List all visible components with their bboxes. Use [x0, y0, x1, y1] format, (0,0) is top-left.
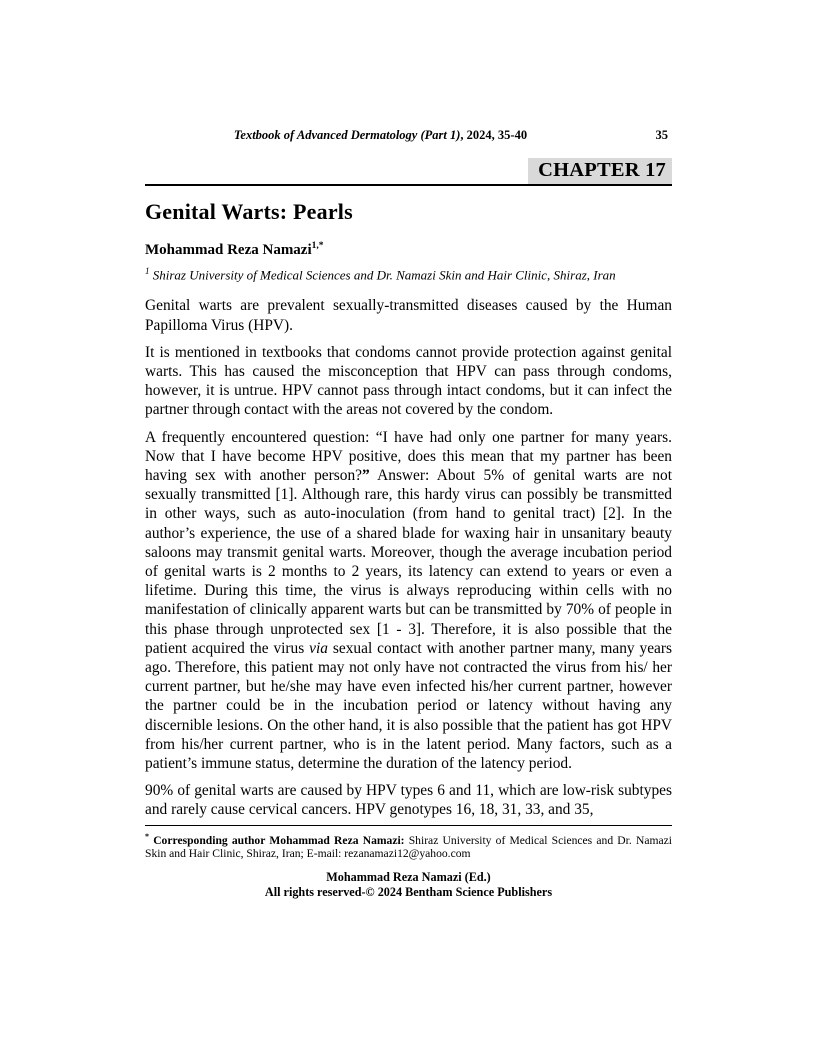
- footnote-label: Corresponding author Mohammad Reza Namazi:: [153, 833, 405, 847]
- affiliation-text: Shiraz University of Medical Sciences and Dr. Namazi Skin and Hair Clinic, Shiraz, Iran: [152, 267, 616, 283]
- running-title: [234, 128, 527, 143]
- footnote-marker: *: [145, 831, 149, 841]
- chapter-badge: CHAPTER 17: [528, 158, 672, 184]
- body-paragraphs: [145, 296, 672, 819]
- page-column: [145, 0, 672, 1056]
- publisher-footer: [145, 870, 672, 899]
- paragraph: A frequently encountered question: “I have had only one partner for many years. Now that I have become HPV positive, does this mean that my partner has been having sex with another person?” Answer: About 5% of genital warts are not sexually transmitted [1]. Although rare, this hardy virus can possibly be transmitted in other ways, such as auto-inoculation (from hand to genital tract) [2]. In the author’s experience, the use of a shared blade for waxing hair in unsanitary beauty saloons may transmit genital warts. Moreover, though the average incubation period of genital warts is 2 months to 2 years, its latency can extend to years or even a lifetime. During this time, the virus is always reproducing within cells with no manifestation of clinically apparent warts but can be transmitted by 70% of people in this phase through unprotected sex [1 - 3]. Therefore, it is also possible that the patient acquired the virus via sexual contact with another partner many, many years ago. Therefore, this patient may not only have not contracted the virus from his/ her current partner, but he/she may have even infected his/her current partner, however the partner could be in the incubation period or latency without having any discernible lesions. On the other hand, it is also possible that the patient has got HPV from his/her current partner, who is in the latent period. Many factors, such as a patient’s immune status, determine the duration of the latency period.: [145, 428, 673, 772]
- author-name: Mohammad Reza Namazi: [145, 242, 312, 258]
- running-title-rest: , 2024, 35-40: [460, 128, 528, 142]
- author-superscript: 1,*: [311, 241, 324, 251]
- paragraph: Genital warts are prevalent sexually-transmitted diseases caused by the Human Papilloma Virus (HPV).: [145, 297, 672, 334]
- affiliation-superscript: 1: [145, 266, 150, 276]
- chapter-rule: [145, 158, 672, 186]
- affiliation-line: [145, 266, 672, 283]
- running-header: [145, 128, 672, 144]
- paragraph: It is mentioned in textbooks that condoms cannot provide protection against genital warts. This has caused the misconception that HPV can pass through condoms, however, it is untrue. HPV cannot pass through intact condoms, but it can infect the partner through contact with the areas not covered by the condom.: [145, 343, 672, 419]
- running-title-italic: Textbook of Advanced Dermatology (Part 1): [233, 128, 461, 142]
- editor-line: Mohammad Reza Namazi (Ed.): [326, 870, 491, 885]
- footnote: [145, 825, 672, 862]
- footnote-text: Shiraz University of Medical Sciences and Dr. Namazi Skin and Hair Clinic, Shiraz, Iran; E-mail: rezanamazi12@yahoo.com: [145, 833, 672, 861]
- paragraph: 90% of genital warts are caused by HPV types 6 and 11, which are low-risk subtypes and rarely cause cervical cancers. HPV genotypes 16, 18, 31, 33, and 35,: [145, 782, 672, 819]
- rights-line: All rights reserved-© 2024 Bentham Science Publishers: [264, 884, 553, 899]
- article-title: Genital Warts: Pearls: [145, 199, 353, 224]
- page-number: 35: [655, 128, 668, 142]
- author-line: [145, 241, 672, 259]
